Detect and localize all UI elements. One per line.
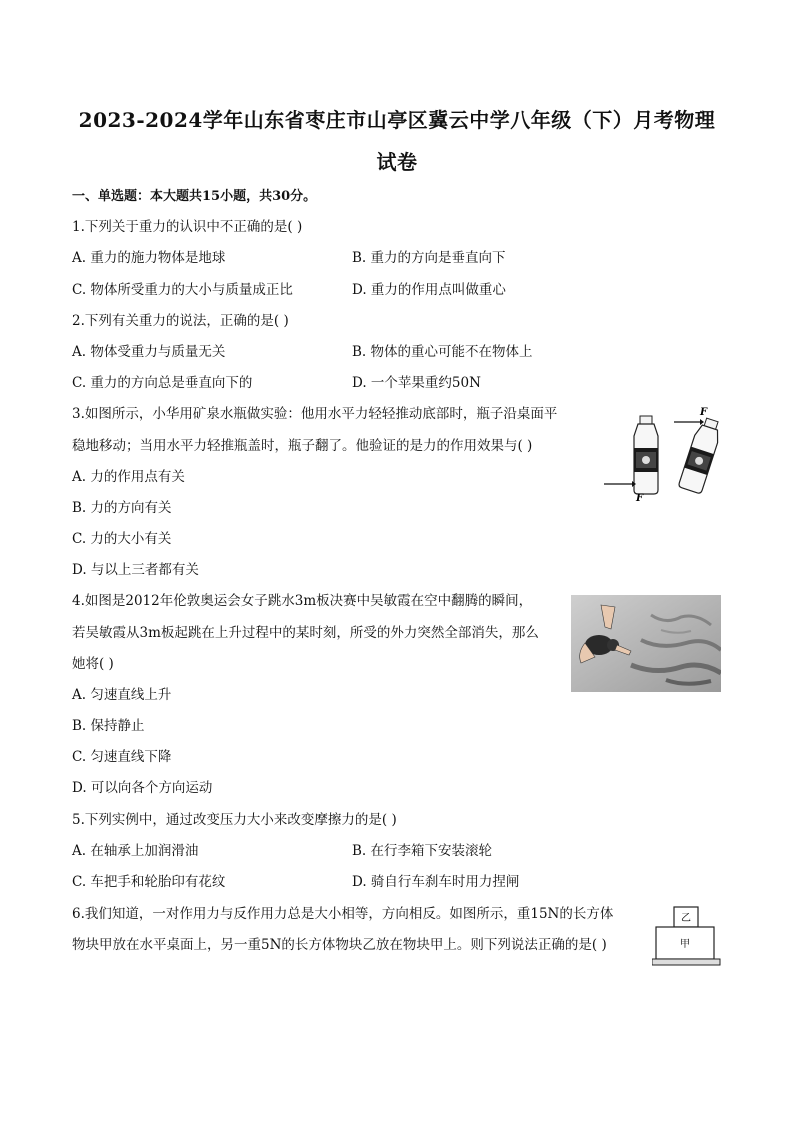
q5-option-a: A. 在轴承上加润滑油 bbox=[72, 843, 199, 859]
q3-stem-line1: 3.如图所示，小华用矿泉水瓶做实验：他用水平力轻轻推动底部时，瓶子沿桌面平 bbox=[72, 406, 558, 422]
force-label-top: F bbox=[700, 407, 708, 418]
block-jia-label: 甲 bbox=[680, 939, 690, 950]
q5-option-d: D. 骑自行车刹车时用力捏闸 bbox=[352, 874, 520, 890]
q3-option-a: A. 力的作用点有关 bbox=[72, 469, 185, 485]
exam-title: 2023-2024学年山东省枣庄市山亭区冀云中学八年级（下）月考物理 bbox=[78, 108, 716, 132]
q2-stem: 2.下列有关重力的说法，正确的是( ) bbox=[72, 313, 289, 329]
q6-stem-line1: 6.我们知道，一对作用力与反作用力总是大小相等，方向相反。如图所示，重15N的长方体 bbox=[72, 906, 614, 922]
q3-option-b: B. 力的方向有关 bbox=[72, 500, 172, 516]
q5-option-b: B. 在行李箱下安装滚轮 bbox=[352, 843, 493, 859]
q2-option-c: C. 重力的方向总是垂直向下的 bbox=[72, 375, 253, 391]
q4-option-d: D. 可以向各个方向运动 bbox=[72, 780, 213, 796]
q4-stem-line2: 若吴敏霞从3m板起跳在上升过程中的某时刻，所受的外力突然全部消失，那么 bbox=[72, 625, 539, 641]
q5-stem: 5.下列实例中，通过改变压力大小来改变摩擦力的是( ) bbox=[72, 812, 397, 828]
q4-option-b: B. 保持静止 bbox=[72, 718, 145, 734]
force-label-bottom: F bbox=[636, 493, 644, 504]
q3-option-c: C. 力的大小有关 bbox=[72, 531, 172, 547]
upright-bottle-icon bbox=[634, 416, 658, 494]
q4-stem-line1: 4.如图是2012年伦敦奥运会女子跳水3m板决赛中吴敏霞在空中翻腾的瞬间， bbox=[72, 593, 533, 609]
q1-option-b: B. 重力的方向是垂直向下 bbox=[352, 250, 506, 266]
section-heading: 一、单选题：本大题共15小题，共30分。 bbox=[72, 189, 317, 204]
block-yi-label: 乙 bbox=[681, 913, 691, 924]
q3-option-d: D. 与以上三者都有关 bbox=[72, 562, 199, 578]
q1-stem: 1.下列关于重力的认识中不正确的是( ) bbox=[72, 219, 303, 235]
bottle-experiment-figure bbox=[600, 404, 730, 506]
q4-option-c: C. 匀速直线下降 bbox=[72, 749, 172, 765]
q5-option-c: C. 车把手和轮胎印有花纹 bbox=[72, 874, 226, 890]
q4-stem-line3: 她将( ) bbox=[72, 656, 114, 672]
exam-title-continued: 试卷 bbox=[376, 150, 418, 174]
q2-option-d: D. 一个苹果重约50N bbox=[352, 375, 481, 391]
q2-option-a: A. 物体受重力与质量无关 bbox=[72, 344, 226, 360]
stacked-blocks-figure bbox=[652, 905, 722, 969]
q1-option-a: A. 重力的施力物体是地球 bbox=[72, 250, 226, 266]
q6-stem-line2: 物块甲放在水平桌面上，另一重5N的长方体物块乙放在物块甲上。则下列说法正确的是( ) bbox=[72, 937, 607, 953]
q4-option-a: A. 匀速直线上升 bbox=[72, 687, 172, 703]
q1-option-c: C. 物体所受重力的大小与质量成正比 bbox=[72, 282, 293, 298]
diver-photo bbox=[571, 595, 721, 692]
tilted-bottle-icon bbox=[678, 416, 724, 494]
q2-option-b: B. 物体的重心可能不在物体上 bbox=[352, 344, 533, 360]
table-surface-icon bbox=[652, 959, 720, 965]
q1-option-d: D. 重力的作用点叫做重心 bbox=[352, 282, 506, 298]
q3-stem-line2: 稳地移动；当用水平力轻推瓶盖时，瓶子翻了。他验证的是力的作用效果与( ) bbox=[72, 438, 533, 454]
